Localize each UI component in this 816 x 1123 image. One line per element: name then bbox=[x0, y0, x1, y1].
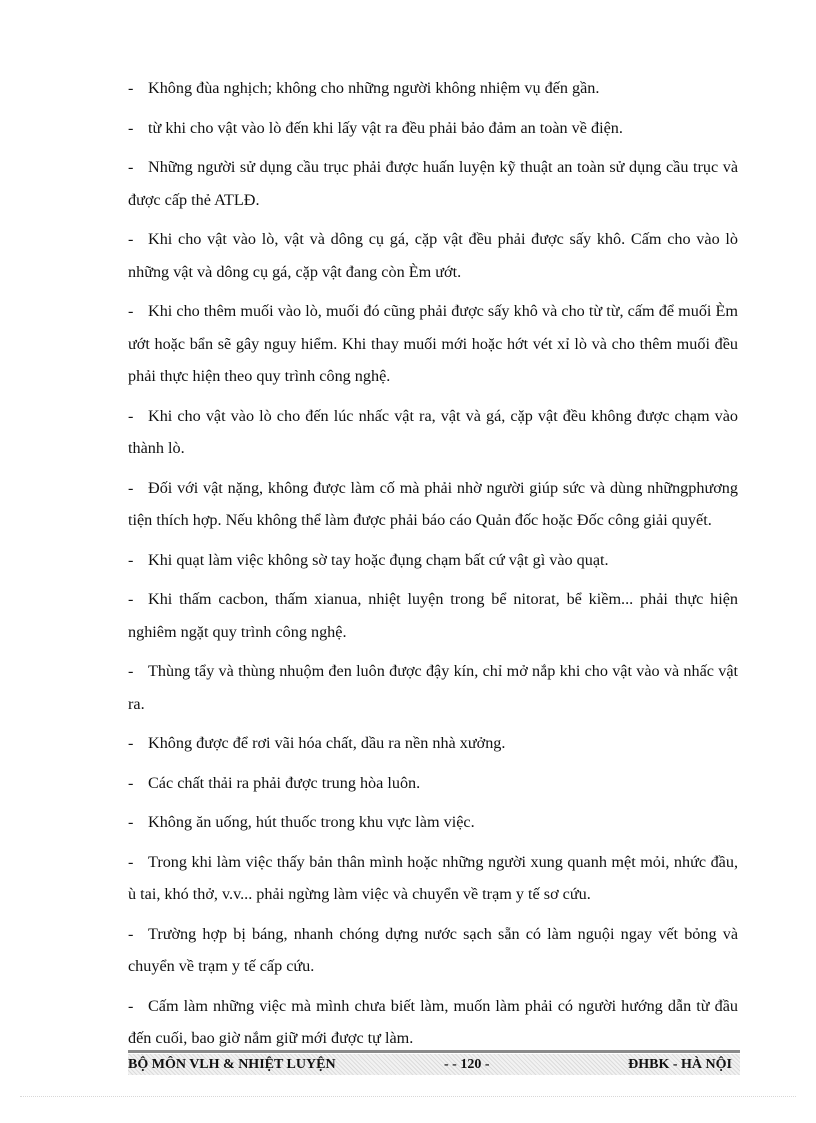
list-item-text: Khi cho vật vào lò, vật và dông cụ gá, cặp vật đều phải được sấy khô. Cấm cho vào lò những vật và dông cụ gá, cặp vật đang còn Èm ướt. bbox=[128, 230, 738, 281]
list-item-text: Khi thấm cacbon, thấm xianua, nhiệt luyện trong bể nitorat, bể kiềm... phải thực hiện nghiêm ngặt quy trình công nghệ. bbox=[128, 590, 738, 641]
footer-divider bbox=[128, 1050, 740, 1053]
bullet-dash: - bbox=[128, 924, 134, 943]
bullet-dash: - bbox=[128, 734, 134, 752]
list-item-text: Không được để rơi vãi hóa chất, dầu ra nền nhà xưởng. bbox=[148, 734, 506, 752]
footer-institution: ĐHBK - HÀ NỘI bbox=[628, 1057, 732, 1072]
bullet-dash: - bbox=[128, 118, 134, 137]
list-item bbox=[128, 223, 738, 288]
list-item bbox=[128, 846, 738, 911]
list-item-text: Không ăn uống, hút thuốc trong khu vực làm việc. bbox=[148, 813, 475, 831]
list-item-text: Các chất thải ra phải được trung hòa luôn. bbox=[148, 773, 421, 792]
page-edge-divider bbox=[20, 1096, 796, 1097]
list-item-text: Đối với vật nặng, không được làm cố mà phải nhờ người giúp sức và dùng nhữngphương tiện thích hợp. Nếu không thể làm được phải báo cáo Quản đốc hoặc Đốc công giải quyết. bbox=[128, 478, 738, 529]
bullet-dash: - bbox=[128, 996, 134, 1015]
bullet-dash: - bbox=[128, 230, 134, 248]
bullet-dash: - bbox=[128, 406, 134, 425]
list-item bbox=[128, 400, 738, 465]
list-item bbox=[128, 583, 738, 648]
list-item-text: Khi cho vật vào lò cho đến lúc nhấc vật ra, vật và gá, cặp vật đều không được chạm vào thành lò. bbox=[128, 406, 738, 457]
list-item-text: Trong khi làm việc thấy bản thân mình hoặc những người xung quanh mệt mỏi, nhức đầu, ù tai, khó thở, v.v... phải ngừng làm việc và chuyển về trạm y tế sơ cứu. bbox=[128, 852, 738, 903]
bullet-dash: - bbox=[128, 302, 134, 320]
list-item bbox=[128, 112, 738, 145]
list-item-text: Khi quạt làm việc không sờ tay hoặc đụng chạm bất cứ vật gì vào quạt. bbox=[148, 550, 609, 569]
page-footer bbox=[128, 1054, 740, 1075]
list-item-text: Thùng tẩy và thùng nhuộm đen luôn được đậy kín, chỉ mở nắp khi cho vật vào và nhấc vật ra. bbox=[128, 662, 738, 713]
bullet-dash: - bbox=[128, 590, 134, 608]
bullet-dash: - bbox=[128, 79, 134, 97]
list-item bbox=[128, 544, 738, 577]
list-item bbox=[128, 151, 738, 216]
list-item bbox=[128, 767, 738, 800]
bullet-dash: - bbox=[128, 813, 134, 831]
bullet-dash: - bbox=[128, 158, 134, 176]
list-item-text: từ khi cho vật vào lò đến khi lấy vật ra đều phải bảo đảm an toàn về điện. bbox=[148, 118, 623, 137]
page-number: - - 120 - bbox=[444, 1057, 490, 1072]
list-item-text: Khi cho thêm muối vào lò, muối đó cũng phải được sấy khô và cho từ từ, cấm để muối Èm ướt hoặc bẩn sẽ gây nguy hiểm. Khi thay muối mới hoặc hớt vét xỉ lò và cho thêm muối đều phải thực hiện theo quy trình công nghệ. bbox=[128, 302, 738, 385]
list-item-text: Những người sử dụng cầu trục phải được huấn luyện kỹ thuật an toàn sử dụng cầu trục và được cấp thẻ ATLĐ. bbox=[128, 158, 738, 209]
bullet-dash: - bbox=[128, 550, 134, 569]
bullet-dash: - bbox=[128, 662, 134, 680]
bullet-dash: - bbox=[128, 773, 134, 792]
list-item bbox=[128, 72, 738, 105]
document-body bbox=[128, 72, 738, 1062]
list-item bbox=[128, 918, 738, 983]
bullet-dash: - bbox=[128, 852, 134, 871]
list-item bbox=[128, 990, 738, 1055]
list-item bbox=[128, 806, 738, 839]
bullet-dash: - bbox=[128, 478, 134, 497]
list-item bbox=[128, 472, 738, 537]
list-item-text: Không đùa nghịch; không cho những người không nhiệm vụ đến gần. bbox=[148, 79, 600, 97]
list-item-text: Cấm làm những việc mà mình chưa biết làm, muốn làm phải có người hướng dẫn từ đầu đến cuối, bao giờ nắm giữ mới được tự làm. bbox=[128, 996, 738, 1047]
list-item-text: Trường hợp bị báng, nhanh chóng dựng nước sạch sẵn có làm nguội ngay vết bỏng và chuyển về trạm y tế cấp cứu. bbox=[128, 924, 738, 975]
list-item bbox=[128, 295, 738, 393]
footer-department: BỘ MÔN VLH & NHIỆT LUYỆN bbox=[128, 1057, 336, 1072]
list-item bbox=[128, 655, 738, 720]
list-item bbox=[128, 727, 738, 760]
